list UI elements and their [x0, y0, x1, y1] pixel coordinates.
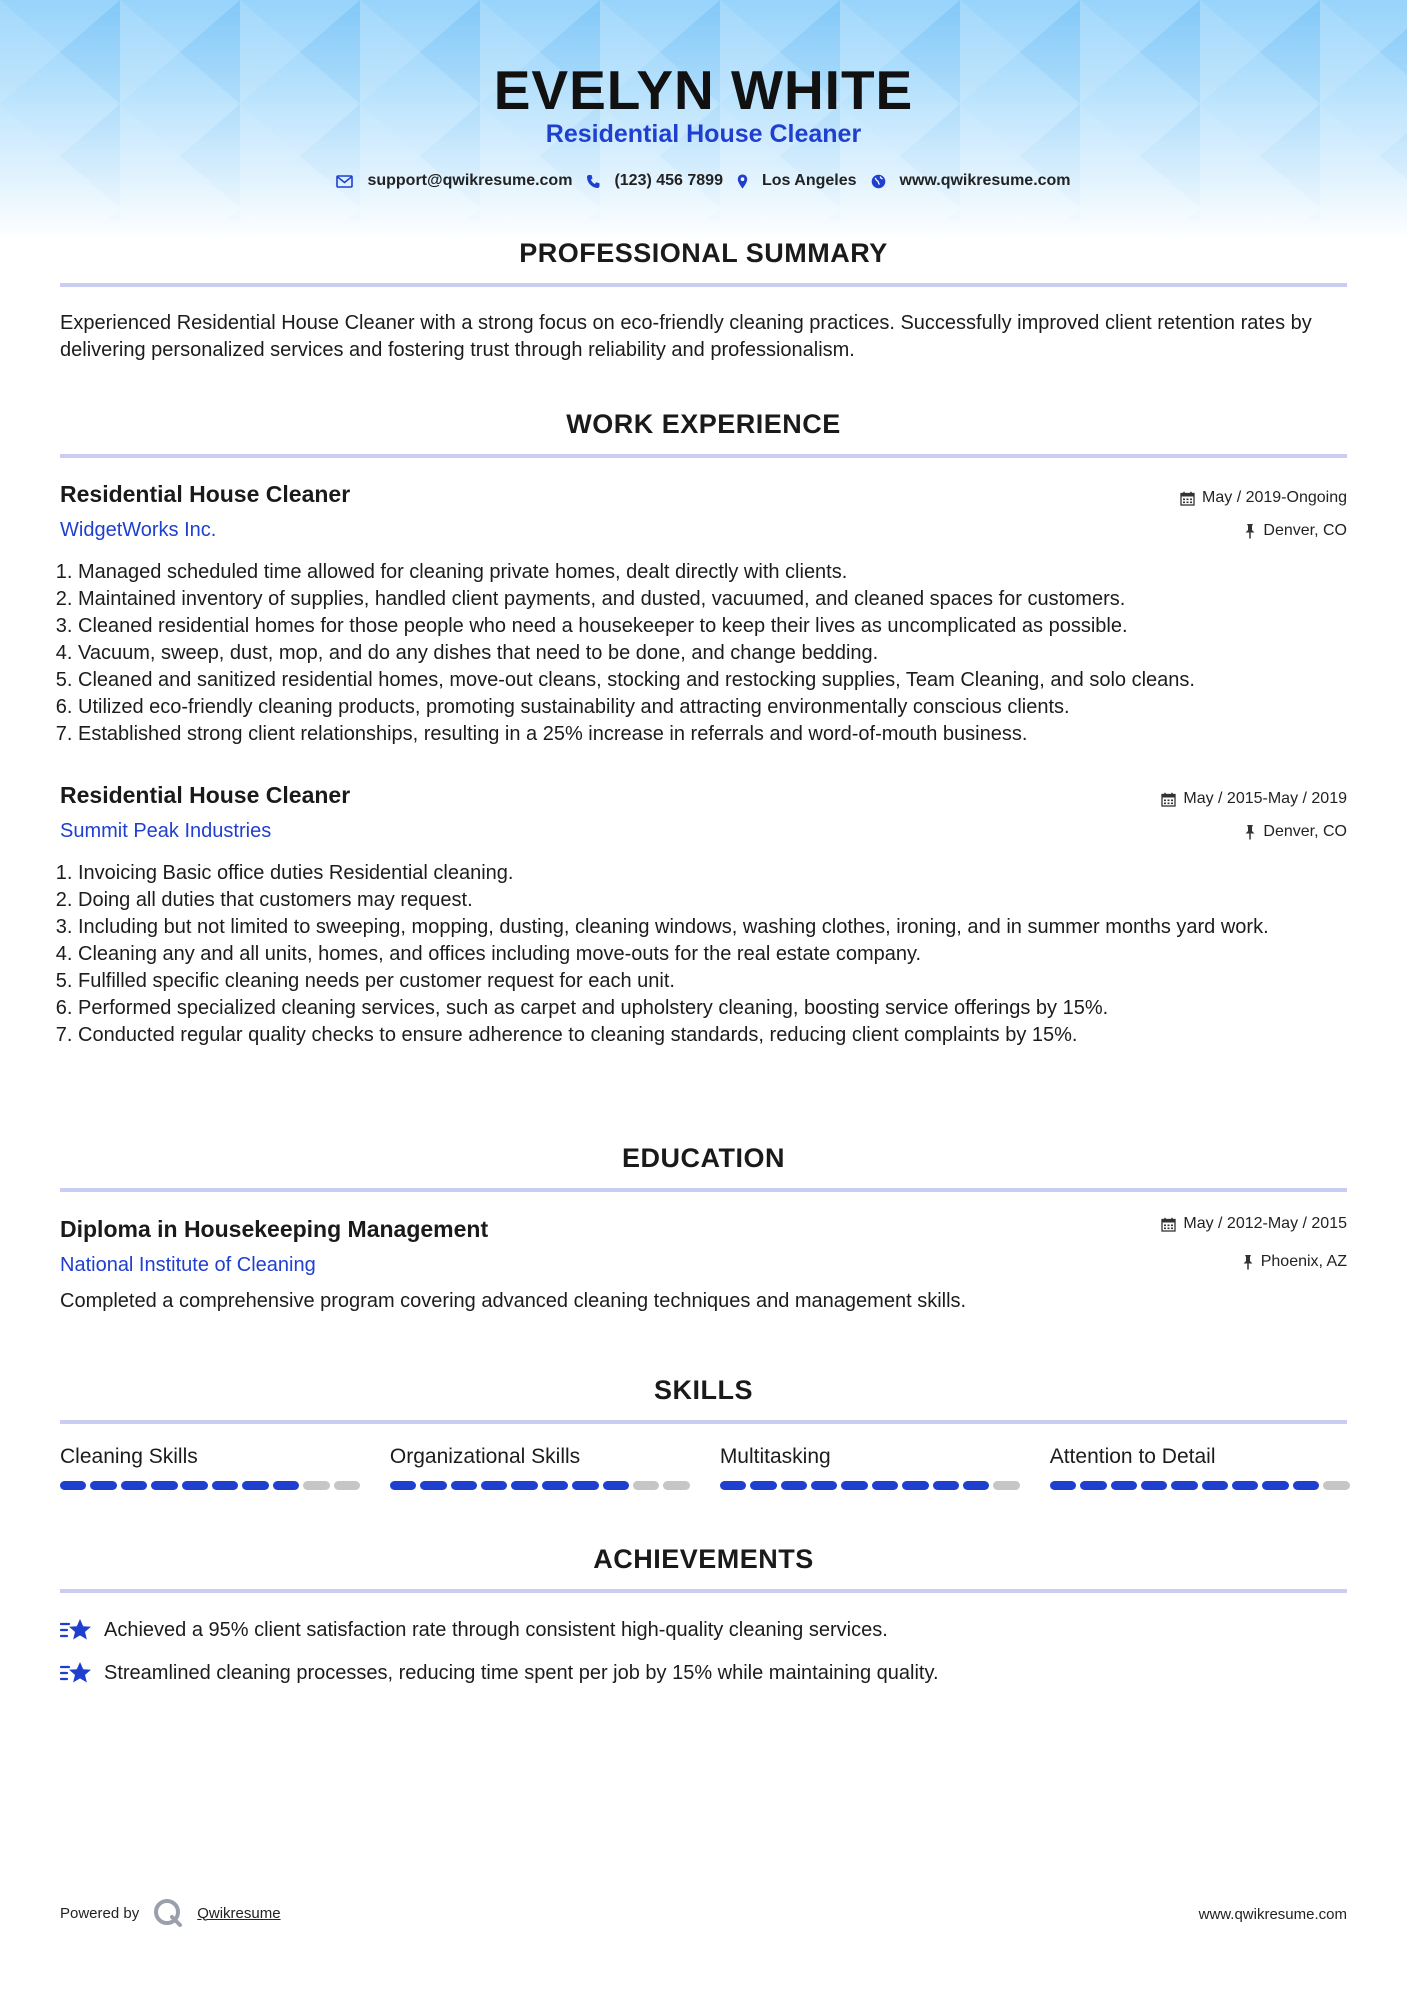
skill-level-bar — [720, 1481, 1020, 1490]
contact-website[interactable] — [871, 172, 1071, 190]
calendar-icon — [1180, 491, 1195, 506]
skill-segment-filled — [451, 1481, 477, 1490]
map-pin-icon — [737, 174, 748, 189]
achievement-text: Achieved a 95% client satisfaction rate through consistent high-quality cleaning services. — [104, 1618, 888, 1641]
job-2-dates — [1161, 790, 1347, 808]
list-item: 1. Managed scheduled time allowed for cleaning private homes, dealt directly with clients. — [78, 559, 1365, 586]
job-2-location — [1244, 823, 1347, 841]
list-item: 7. Established strong client relationships, resulting in a 25% increase in referrals and word-of-mouth business. — [78, 721, 1365, 748]
experience-heading: WORK EXPERIENCE — [566, 409, 841, 439]
list-item: 2. Maintained inventory of supplies, handled client payments, and dusted, vacuumed, and cleaned spaces for customers. — [78, 586, 1365, 613]
qwikresume-logo — [153, 1898, 183, 1928]
list-item: 5. Cleaned and sanitized residential homes, move-out cleans, stocking and restocking supplies, Team Cleaning, and solo cleans. — [78, 667, 1365, 694]
list-item: 4. Vacuum, sweep, dust, mop, and do any dishes that need to be done, and change bedding. — [78, 640, 1365, 667]
list-item: 4. Cleaning any and all units, homes, and offices including move-outs for the real estate company. — [78, 941, 1365, 968]
skill-segment-filled — [963, 1481, 989, 1490]
globe-icon — [871, 174, 886, 189]
skill-segment-filled — [151, 1481, 177, 1490]
skill-item — [390, 1445, 690, 1490]
email-text: support@qwikresume.com — [367, 172, 573, 189]
candidate-name: EVELYN WHITE — [493, 59, 914, 121]
skill-segment-filled — [542, 1481, 568, 1490]
list-item: 6. Performed specialized cleaning services, such as carpet and upholstery cleaning, boosting service offerings by 15%. — [78, 995, 1365, 1022]
skill-segment-filled — [811, 1481, 837, 1490]
achievements-divider — [60, 1589, 1347, 1593]
list-item: 3. Including but not limited to sweeping, mopping, dusting, cleaning windows, washing clothes, ironing, and in summer months yard work. — [78, 914, 1365, 941]
skill-segment-filled — [273, 1481, 299, 1490]
job-1-location — [1244, 522, 1347, 540]
skill-segment-filled — [1232, 1481, 1258, 1490]
contact-email[interactable] — [336, 172, 572, 190]
skill-segment-filled — [420, 1481, 446, 1490]
pushpin-icon — [1242, 1254, 1254, 1270]
skill-segment-filled — [1050, 1481, 1076, 1490]
candidate-role: Residential House Cleaner — [545, 120, 862, 148]
skill-item — [1050, 1445, 1350, 1490]
education-dates-text: May / 2012-May / 2015 — [1183, 1215, 1347, 1232]
skill-name: Attention to Detail — [1049, 1445, 1216, 1468]
contact-phone[interactable] — [586, 172, 723, 190]
skill-segment-filled — [212, 1481, 238, 1490]
skill-segment-filled — [933, 1481, 959, 1490]
skill-segment-filled — [841, 1481, 867, 1490]
skill-segment-empty — [303, 1481, 329, 1490]
education-description: Completed a comprehensive program covering advanced cleaning techniques and management skills. — [60, 1290, 967, 1312]
job-1-title: Residential House Cleaner — [60, 481, 351, 507]
skill-segment-filled — [720, 1481, 746, 1490]
skill-segment-filled — [1202, 1481, 1228, 1490]
website-text: www.qwikresume.com — [899, 172, 1071, 189]
skill-segment-filled — [1293, 1481, 1319, 1490]
summary-heading: PROFESSIONAL SUMMARY — [519, 238, 888, 268]
skill-name: Organizational Skills — [389, 1445, 581, 1468]
job-2-location-text: Denver, CO — [1263, 823, 1347, 840]
list-item: 2. Doing all duties that customers may request. — [78, 887, 1365, 914]
achievement-item — [60, 1660, 939, 1686]
job-2-title: Residential House Cleaner — [60, 782, 351, 808]
summary-text: Experienced Residential House Cleaner with a strong focus on eco-friendly cleaning practices. Successfully improved client retention rates by delivering personalized services and fostering trust through reliability and professionalism. — [60, 312, 1312, 361]
footer-website[interactable]: www.qwikresume.com — [1198, 1906, 1347, 1923]
skill-segment-filled — [121, 1481, 147, 1490]
education-location — [1242, 1253, 1347, 1271]
skill-segment-filled — [1141, 1481, 1167, 1490]
skill-level-bar — [1050, 1481, 1350, 1490]
contact-location — [737, 172, 857, 190]
pushpin-icon — [1244, 523, 1256, 539]
achievement-item — [60, 1617, 888, 1643]
job-1-dates — [1180, 489, 1347, 507]
list-item: 7. Conducted regular quality checks to ensure adherence to cleaning standards, reducing client complaints by 15%. — [78, 1022, 1365, 1049]
skill-segment-filled — [750, 1481, 776, 1490]
skill-segment-filled — [481, 1481, 507, 1490]
skill-segment-filled — [781, 1481, 807, 1490]
job-2-bullets — [60, 860, 1365, 1049]
star-icon — [60, 1660, 92, 1686]
skill-item — [60, 1445, 360, 1490]
skill-segment-filled — [511, 1481, 537, 1490]
skill-segment-empty — [334, 1481, 360, 1490]
skill-segment-filled — [1171, 1481, 1197, 1490]
footer-powered-by — [60, 1898, 281, 1928]
skill-segment-filled — [603, 1481, 629, 1490]
education-school: National Institute of Cleaning — [60, 1254, 316, 1276]
envelope-icon — [336, 175, 353, 188]
achievements-heading: ACHIEVEMENTS — [593, 1544, 814, 1574]
skill-segment-filled — [60, 1481, 86, 1490]
skill-segment-empty — [663, 1481, 689, 1490]
skill-segment-filled — [902, 1481, 928, 1490]
job-2-dates-text: May / 2015-May / 2019 — [1183, 790, 1347, 807]
skill-segment-filled — [242, 1481, 268, 1490]
education-location-text: Phoenix, AZ — [1260, 1253, 1347, 1270]
job-1-dates-text: May / 2019-Ongoing — [1202, 489, 1347, 506]
phone-text: (123) 456 7899 — [614, 172, 723, 189]
job-1-company: WidgetWorks Inc. — [60, 519, 217, 541]
job-1-location-text: Denver, CO — [1263, 522, 1347, 539]
education-degree: Diploma in Housekeeping Management — [60, 1216, 489, 1242]
skill-level-bar — [390, 1481, 690, 1490]
skill-segment-filled — [1262, 1481, 1288, 1490]
list-item: 5. Fulfilled specific cleaning needs per customer request for each unit. — [78, 968, 1365, 995]
skill-segment-empty — [1323, 1481, 1349, 1490]
star-icon — [60, 1617, 92, 1643]
skill-name: Cleaning Skills — [60, 1445, 198, 1468]
skill-segment-filled — [390, 1481, 416, 1490]
skill-segment-filled — [90, 1481, 116, 1490]
achievement-text: Streamlined cleaning processes, reducing time spent per job by 15% while maintaining quality. — [104, 1661, 939, 1684]
job-2-company: Summit Peak Industries — [60, 820, 272, 842]
skill-segment-filled — [572, 1481, 598, 1490]
skills-divider — [60, 1420, 1347, 1424]
brand-link[interactable]: Qwikresume — [197, 1904, 281, 1922]
pushpin-icon — [1244, 824, 1256, 840]
skill-segment-filled — [1080, 1481, 1106, 1490]
list-item: 1. Invoicing Basic office duties Residential cleaning. — [78, 860, 1365, 887]
skill-segment-empty — [993, 1481, 1019, 1490]
skill-segment-filled — [182, 1481, 208, 1490]
calendar-icon — [1161, 792, 1176, 807]
skill-item — [720, 1445, 1020, 1490]
skill-segment-empty — [633, 1481, 659, 1490]
powered-by-label: Powered by — [60, 1904, 140, 1922]
skills-list — [60, 1445, 1347, 1490]
skills-heading: SKILLS — [653, 1375, 753, 1405]
education-divider — [60, 1188, 1347, 1192]
list-item: 3. Cleaned residential homes for those people who need a housekeeper to keep their lives as uncomplicated as possible. — [78, 613, 1365, 640]
job-1-bullets — [60, 559, 1365, 748]
phone-icon — [586, 174, 600, 189]
skill-segment-filled — [1111, 1481, 1137, 1490]
summary-divider — [60, 283, 1347, 287]
skill-level-bar — [60, 1481, 360, 1490]
location-text: Los Angeles — [761, 172, 857, 189]
skill-name: Multitasking — [719, 1445, 831, 1468]
calendar-icon — [1161, 1217, 1176, 1232]
education-heading: EDUCATION — [622, 1143, 785, 1173]
contact-bar — [0, 172, 1407, 190]
list-item: 6. Utilized eco-friendly cleaning products, promoting sustainability and attracting environmentally conscious clients. — [78, 694, 1365, 721]
education-dates — [1161, 1215, 1347, 1233]
experience-divider — [60, 454, 1347, 458]
skill-segment-filled — [872, 1481, 898, 1490]
